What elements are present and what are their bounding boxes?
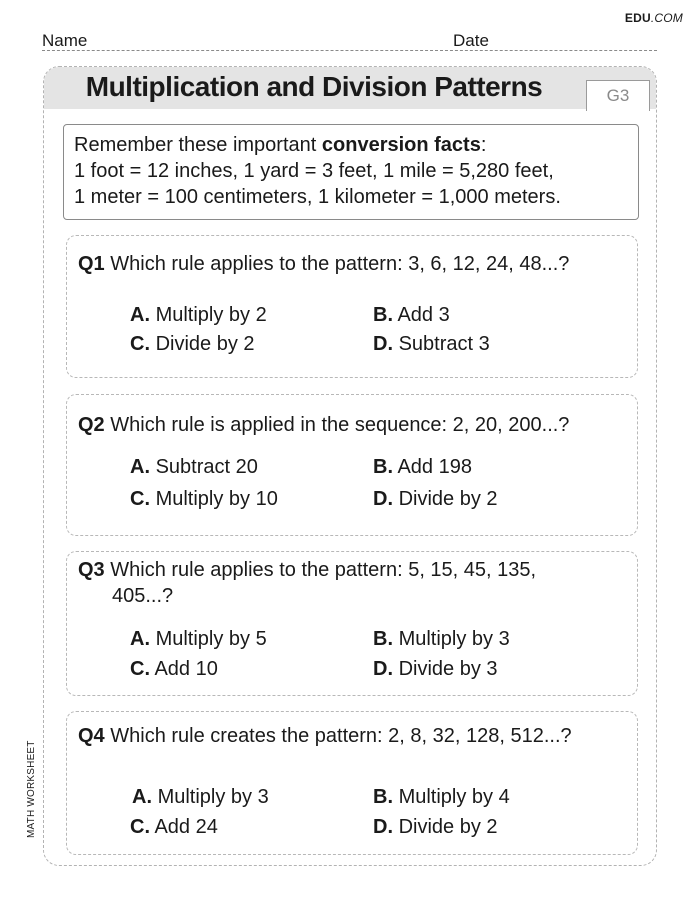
option-b[interactable] xyxy=(373,304,450,327)
question-2-text xyxy=(78,412,627,438)
option-text: Add 198 xyxy=(397,456,472,478)
option-text: Add 10 xyxy=(154,658,218,680)
option-letter: A. xyxy=(132,786,152,808)
option-text: Divide by 2 xyxy=(398,816,498,838)
question-number: Q2 xyxy=(78,414,105,436)
option-letter: D. xyxy=(373,488,393,510)
brand-rest: .COM xyxy=(650,11,683,25)
brand-bold: EDU xyxy=(624,11,651,25)
option-letter: C. xyxy=(130,488,150,510)
question-body: Which rule is applied in the sequence: 2, 20, 200...? xyxy=(110,414,570,436)
facts-line-3: 1 meter = 100 centimeters, 1 kilometer = 1,000 meters. xyxy=(74,186,561,208)
side-label: MATH WORKSHEET xyxy=(26,740,37,838)
question-number: Q3 xyxy=(78,559,105,581)
option-d[interactable] xyxy=(373,816,498,839)
title-bar xyxy=(44,67,656,109)
page-title: Multiplication and Division Patterns xyxy=(85,71,543,102)
question-4 xyxy=(66,711,638,855)
option-c[interactable] xyxy=(130,658,218,681)
question-3 xyxy=(66,551,638,696)
option-c[interactable] xyxy=(130,333,255,356)
option-d[interactable] xyxy=(373,333,490,356)
question-4-text xyxy=(78,723,627,749)
grade-badge: G3 xyxy=(586,80,650,111)
option-b[interactable] xyxy=(373,628,510,651)
option-text: Divide by 2 xyxy=(398,488,498,510)
date-field[interactable] xyxy=(440,50,657,51)
question-1 xyxy=(66,235,638,378)
facts-intro: Remember these important xyxy=(74,134,322,156)
option-text: Add 24 xyxy=(154,816,218,838)
option-text: Multiply by 3 xyxy=(398,628,510,650)
facts-colon: : xyxy=(480,134,487,156)
option-letter: A. xyxy=(130,456,150,478)
option-text: Add 3 xyxy=(397,304,450,326)
question-body: Which rule applies to the pattern: 3, 6, 12, 24, 48...? xyxy=(110,253,570,275)
worksheet-card xyxy=(43,66,657,866)
option-d[interactable] xyxy=(373,658,498,681)
brand-logo xyxy=(625,11,683,25)
question-3-line-1 xyxy=(78,557,627,583)
question-body: Which rule creates the pattern: 2, 8, 32, 128, 512...? xyxy=(110,725,572,747)
option-c[interactable] xyxy=(130,488,278,511)
option-letter: C. xyxy=(130,816,150,838)
option-text: Multiply by 5 xyxy=(155,628,267,650)
option-a[interactable] xyxy=(130,456,258,479)
option-c[interactable] xyxy=(130,816,218,839)
question-body-continued: 405...? xyxy=(112,585,174,607)
option-letter: B. xyxy=(373,628,393,650)
option-letter: D. xyxy=(373,658,393,680)
question-body: Which rule applies to the pattern: 5, 15, 45, 135, xyxy=(110,559,537,581)
option-text: Subtract 20 xyxy=(155,456,258,478)
option-letter: B. xyxy=(373,304,393,326)
option-letter: B. xyxy=(373,786,393,808)
option-b[interactable] xyxy=(373,456,472,479)
option-letter: A. xyxy=(130,628,150,650)
name-field[interactable] xyxy=(42,50,438,51)
question-3-text xyxy=(78,557,627,609)
option-a[interactable] xyxy=(130,628,267,651)
facts-line-2: 1 foot = 12 inches, 1 yard = 3 feet, 1 mile = 5,280 feet, xyxy=(74,160,554,182)
option-d[interactable] xyxy=(373,488,498,511)
facts-emphasis: conversion facts xyxy=(321,134,481,156)
question-2 xyxy=(66,394,638,536)
option-text: Multiply by 4 xyxy=(398,786,510,808)
option-text: Multiply by 10 xyxy=(155,488,278,510)
option-letter: D. xyxy=(373,816,393,838)
option-letter: C. xyxy=(130,333,150,355)
option-text: Multiply by 3 xyxy=(157,786,269,808)
option-text: Multiply by 2 xyxy=(155,304,267,326)
option-letter: D. xyxy=(373,333,393,355)
option-a[interactable] xyxy=(132,786,269,809)
facts-line-1 xyxy=(74,132,628,158)
option-a[interactable] xyxy=(130,304,267,327)
option-text: Divide by 3 xyxy=(398,658,498,680)
date-label: Date xyxy=(453,31,489,50)
question-number: Q4 xyxy=(78,725,105,747)
question-1-text xyxy=(78,251,627,277)
option-b[interactable] xyxy=(373,786,510,809)
option-letter: C. xyxy=(130,658,150,680)
option-text: Subtract 3 xyxy=(398,333,490,355)
name-label: Name xyxy=(42,31,88,50)
option-letter: A. xyxy=(130,304,150,326)
option-text: Divide by 2 xyxy=(155,333,255,355)
option-letter: B. xyxy=(373,456,393,478)
question-number: Q1 xyxy=(78,253,105,275)
conversion-facts-box xyxy=(63,124,639,220)
